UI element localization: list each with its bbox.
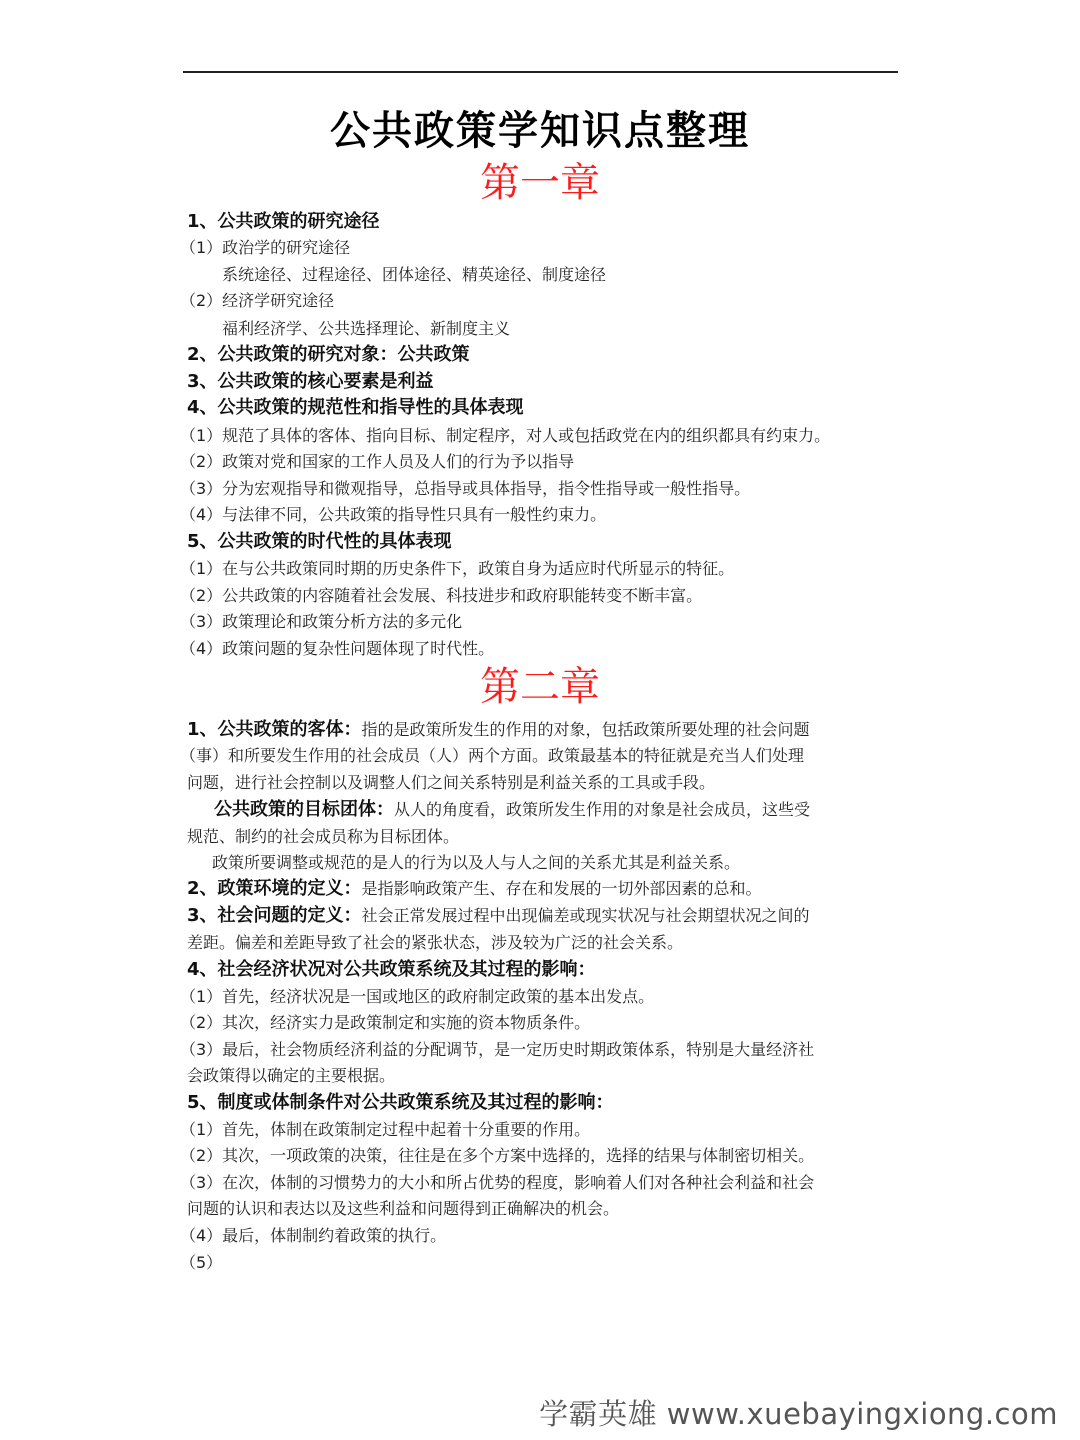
c2-s5-item: （4）最后，体制制约着政策的执行。	[180, 1226, 447, 1245]
c1-s1-sub2-detail: 福利经济学、公共选择理论、新制度主义	[222, 319, 511, 338]
c1-s4-item: （1）规范了具体的客体、指向目标、制定程序，对人或包括政党在内的组织都具有约束力。	[180, 426, 831, 445]
c2-s1-line-1	[187, 717, 810, 743]
c2-s3-text: 社会正常发展过程中出现偏差或现实状况与社会期望状况之间的	[361, 906, 810, 925]
c1-s4-title: 4、公共政策的规范性和指导性的具体表现	[187, 397, 524, 418]
c1-s2-title: 2、公共政策的研究对象：公共政策	[187, 344, 470, 365]
c1-s4-item: （3）分为宏观指导和微观指导，总指导或具体指导，指令性指导或一般性指导。	[180, 479, 751, 498]
c2-s4-item: （2）其次，经济实力是政策制定和实施的资本物质条件。	[180, 1013, 591, 1032]
c2-s5-item-cont: 问题的认识和表达以及这些利益和问题得到正确解决的机会。	[187, 1199, 620, 1218]
c2-target-label: 公共政策的目标团体：	[214, 799, 394, 820]
c2-s1-text: 指的是政策所发生的作用的对象，包括政策所要处理的社会问题	[361, 720, 810, 739]
c2-s2-line	[187, 876, 762, 902]
c2-s5-item: （5）	[180, 1253, 223, 1272]
c1-s5-item: （1）在与公共政策同时期的历史条件下，政策自身为适应时代所显示的特征。	[180, 559, 735, 578]
watermark-text: 学霸英雄 www.xuebayingxiong.com	[539, 1397, 1058, 1431]
c1-s1-sub2: （2）经济学研究途径	[180, 291, 335, 310]
c1-s3-title: 3、公共政策的核心要素是利益	[187, 371, 434, 392]
c2-s4-item-cont: 会政策得以确定的主要根据。	[187, 1066, 396, 1085]
c2-s4-title: 4、社会经济状况对公共政策系统及其过程的影响：	[187, 959, 596, 980]
c2-s3-line-1	[187, 903, 810, 929]
c2-s1-line-3: 问题，进行社会控制以及调整人们之间关系特别是利益关系的工具或手段。	[187, 773, 716, 792]
c2-s4-item: （1）首先，经济状况是一国或地区的政府制定政策的基本出发点。	[180, 987, 655, 1006]
c1-s4-item: （4）与法律不同，公共政策的指导性只具有一般性约束力。	[180, 505, 607, 524]
c2-s2-label: 2、政策环境的定义：	[187, 878, 362, 899]
c2-s5-item: （1）首先，体制在政策制定过程中起着十分重要的作用。	[180, 1120, 591, 1139]
chapter-1-heading: 第一章	[480, 160, 600, 206]
c2-target-line-1	[214, 797, 810, 823]
c2-s2-text: 是指影响政策产生、存在和发展的一切外部因素的总和。	[361, 879, 762, 898]
header-rule	[183, 71, 898, 73]
c1-s5-title: 5、公共政策的时代性的具体表现	[187, 531, 452, 552]
chapter-2-heading: 第二章	[480, 664, 600, 710]
c1-s1-title: 1、公共政策的研究途径	[187, 211, 380, 232]
c1-s1-sub1: （1）政治学的研究途径	[180, 238, 351, 257]
c2-s1-line-2: （事）和所要发生作用的社会成员（人）两个方面。政策最基本的特征就是充当人们处理	[180, 746, 805, 765]
c2-s3-line-2: 差距。偏差和差距导致了社会的紧张状态，涉及较为广泛的社会关系。	[187, 933, 684, 952]
c2-s5-item: （3）在次，体制的习惯势力的大小和所占优势的程度，影响着人们对各种社会利益和社会	[180, 1173, 815, 1192]
c2-s4-item: （3）最后，社会物质经济利益的分配调节，是一定历史时期政策体系，特别是大量经济社	[180, 1040, 815, 1059]
c1-s5-item: （2）公共政策的内容随着社会发展、科技进步和政府职能转变不断丰富。	[180, 586, 703, 605]
c2-s3-label: 3、社会问题的定义：	[187, 905, 362, 926]
c2-s5-title: 5、制度或体制条件对公共政策系统及其过程的影响：	[187, 1092, 614, 1113]
c1-s1-sub1-detail: 系统途径、过程途径、团体途径、精英途径、制度途径	[222, 265, 607, 284]
c2-s5-item: （2）其次，一项政策的决策，往往是在多个方案中选择的，选择的结果与体制密切相关。	[180, 1146, 815, 1165]
c1-s5-item: （3）政策理论和政策分析方法的多元化	[180, 612, 463, 631]
document-title: 公共政策学知识点整理	[330, 107, 750, 154]
c2-target-line-2: 规范、制约的社会成员称为目标团体。	[187, 827, 460, 846]
c2-s1-label: 1、公共政策的客体：	[187, 719, 362, 740]
c1-s4-item: （2）政策对党和国家的工作人员及人们的行为予以指导	[180, 452, 575, 471]
c1-s5-item: （4）政策问题的复杂性问题体现了时代性。	[180, 639, 495, 658]
c2-target-text: 从人的角度看，政策所发生作用的对象是社会成员，这些受	[394, 800, 811, 819]
c2-s1-note: 政策所要调整或规范的是人的行为以及人与人之间的关系尤其是利益关系。	[212, 853, 741, 872]
